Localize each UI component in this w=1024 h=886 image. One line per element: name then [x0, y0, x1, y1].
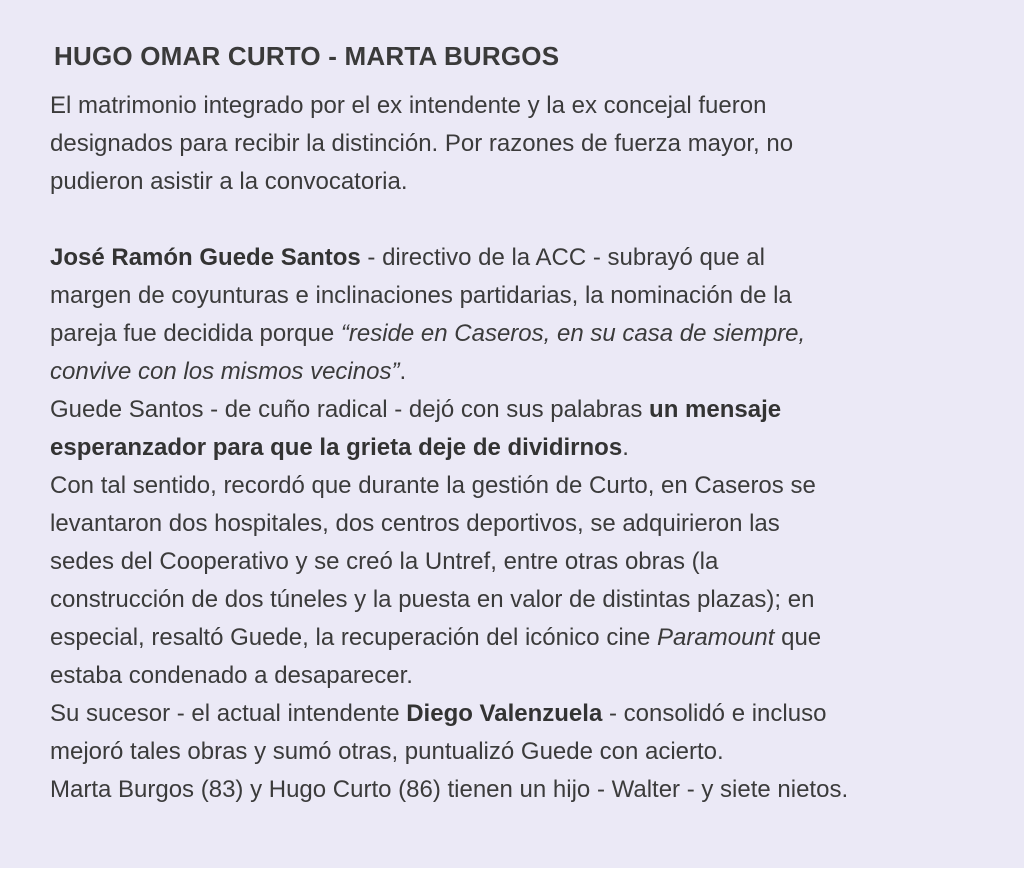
intro-paragraph — [50, 87, 1004, 201]
text-line: mejoró tales obras y sumó otras, puntualizó Guede con acierto. — [50, 738, 724, 765]
achievements-paragraph — [50, 467, 1004, 695]
intro-line: designados para recibir la distinción. Por razones de fuerza mayor, no — [50, 130, 794, 157]
text-line — [50, 353, 1004, 391]
italic-text: Paramount — [657, 624, 775, 651]
text-line — [50, 695, 1004, 733]
text-span: . — [399, 358, 407, 385]
message-paragraph — [50, 391, 1004, 467]
text-line: Con tal sentido, recordó que durante la gestión de Curto, en Caseros se — [50, 472, 816, 499]
family-paragraph — [50, 771, 1004, 809]
guede-statement-paragraph — [50, 239, 1004, 391]
quote-text: “reside en Caseros, en su casa de siempre, — [340, 320, 806, 347]
text-line — [50, 429, 1004, 467]
bold-text: esperanzador para que la grieta deje de dividirnos — [50, 434, 623, 461]
person-name: Diego Valenzuela — [406, 700, 603, 727]
successor-paragraph — [50, 695, 1004, 771]
text-line — [50, 315, 1004, 353]
article-heading: HUGO OMAR CURTO - MARTA BURGOS — [54, 41, 560, 71]
text-line — [50, 239, 1004, 277]
text-line: estaba condenado a desaparecer. — [50, 662, 413, 689]
text-span: Guede Santos - de cuño radical - dejó con sus palabras — [50, 396, 650, 423]
text-line — [50, 391, 1004, 429]
text-line — [50, 619, 1004, 657]
intro-line: pudieron asistir a la convocatoria. — [50, 168, 408, 195]
quote-text: convive con los mismos vecinos” — [50, 358, 400, 385]
text-span: Su sucesor - el actual intendente — [50, 700, 407, 727]
person-name: José Ramón Guede Santos — [50, 244, 361, 271]
text-span: . — [622, 434, 629, 461]
text-span: - consolidó e incluso — [602, 700, 827, 727]
text-span: que — [774, 624, 822, 651]
intro-line: El matrimonio integrado por el ex intendente y la ex concejal fueron — [50, 92, 767, 119]
bold-text: un mensaje — [649, 396, 782, 423]
text-line: sedes del Cooperativo y se creó la Untref, entre otras obras (la — [50, 548, 719, 575]
text-span: - directivo de la ACC - subrayó que al — [360, 244, 765, 271]
text-line: Marta Burgos (83) y Hugo Curto (86) tienen un hijo - Walter - y siete nietos. — [50, 776, 849, 803]
text-span: pareja fue decidida porque — [50, 320, 341, 347]
text-span: especial, resaltó Guede, la recuperación del icónico cine — [50, 624, 658, 651]
text-line: levantaron dos hospitales, dos centros deportivos, se adquirieron las — [50, 510, 780, 537]
paragraph-spacer — [50, 201, 1004, 239]
text-line: margen de coyunturas e inclinaciones partidarias, la nominación de la — [50, 282, 792, 309]
text-line: construcción de dos túneles y la puesta en valor de distintas plazas); en — [50, 586, 815, 613]
